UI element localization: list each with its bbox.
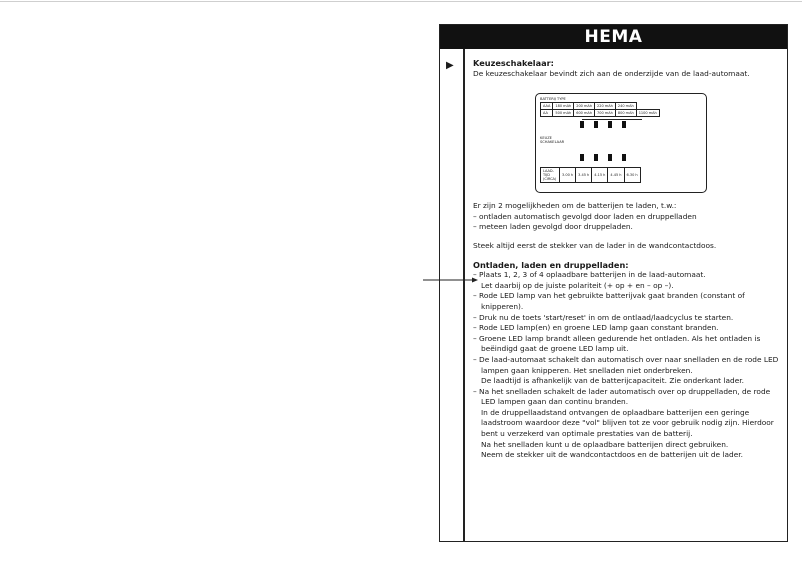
time-table — [540, 167, 641, 183]
instruction-line: In de druppellaadstand ontvangen de oplaadbare batterijen een geringe laadstroom waardoor deze "vol" blijven tot ze voor gebruik nodig zijn. Hierdoor bent u verzekerd van optimale prestaties van de batterij. — [481, 407, 774, 439]
plug-note: Steek altijd eerst de stekker van de lader in de wandcontactdoos. — [473, 240, 717, 250]
instruction-line: Na het snelladen kunt u de oplaadbare batterijen direct gebruiken. — [481, 439, 729, 449]
time-cell: 6.30 h — [624, 168, 640, 183]
time-cell: 4.45 h — [608, 168, 624, 183]
switch-label: KEUZE SCHAKELAAR — [540, 136, 565, 145]
play-triangle-icon: ▶ — [446, 60, 454, 71]
instruction-line: – Na het snelladen schakelt de lader automatisch over op druppelladen, de rode LED lampen gaan dan continu branden. — [473, 386, 771, 407]
section-body-keuzeschakelaar: De keuzeschakelaar bevindt zich aan de onderzijde van de laad-automaat. — [473, 68, 750, 78]
switch-mark — [580, 121, 584, 128]
instruction-line: Let daarbij op de juiste polariteit (+ op + en – op –). — [481, 280, 674, 290]
switch-mark — [608, 154, 612, 161]
switch-mark — [594, 154, 598, 161]
instruction-line: – Rode LED lamp van het gebruikte batterijvak gaat branden (constant of knipperen). — [473, 291, 745, 311]
instruction-line: Neem de stekker uit de wandcontactdoos en de batterijen uit de lader. — [481, 450, 743, 460]
battery-type-label: BATTERIJ TYPE — [540, 97, 566, 102]
instruction-line: – Groene LED lamp brandt alleen gedurende het ontladen. Als het ontladen is beëindigd gaat de groene LED lamp uit. — [473, 333, 761, 354]
aa-cap: 500 mAh — [553, 110, 574, 117]
aaa-cap: 180 mAh — [553, 103, 574, 110]
section-title-keuzeschakelaar: Keuzeschakelaar: — [473, 58, 554, 68]
time-cell: 3.45 h — [576, 168, 592, 183]
switch-mark — [622, 154, 626, 161]
connector-line — [582, 119, 642, 120]
section-body-ontladen — [473, 270, 783, 461]
content — [473, 58, 783, 461]
time-label: LAAD-TIJD (CIRCA) — [541, 168, 560, 183]
option-item: – ontladen automatisch gevolgd door laden en druppelladen — [473, 211, 697, 221]
aa-label: AA — [541, 110, 553, 117]
aaa-cap: 200 mAh — [574, 103, 595, 110]
aaa-cap: 240 mAh — [615, 103, 636, 110]
aa-cap: 800 mAh — [615, 110, 636, 117]
time-cell: 4.15 h — [592, 168, 608, 183]
option-item: – meteen laden gevolgd door druppeladen. — [473, 222, 633, 232]
switch-mark — [622, 121, 626, 128]
instruction-panel — [439, 24, 788, 542]
instruction-line: – De laad-automaat schakelt dan automatisch over naar snelladen en de rode LED lampen gaan knipperen. Het snelladen niet onderbreken. — [473, 354, 779, 375]
aaa-cap: 220 mAh — [595, 103, 616, 110]
top-rule — [0, 1, 802, 2]
aa-cap: 600 mAh — [574, 110, 595, 117]
capacity-table — [540, 102, 660, 117]
instruction-line: – Druk nu de toets 'start/reset' in om de ontlaad/laadcyclus te starten. — [473, 312, 734, 322]
brand-header: HEMA — [440, 25, 787, 49]
aa-cap: 700 mAh — [595, 110, 616, 117]
switch-mark — [608, 121, 612, 128]
time-cell: 3.00 h — [560, 168, 576, 183]
margin-rule — [463, 49, 465, 541]
switch-mark — [594, 121, 598, 128]
switch-diagram — [535, 93, 707, 193]
aa-cap: 1100 mAh — [636, 110, 659, 117]
switch-mark — [580, 154, 584, 161]
section-intro: Er zijn 2 mogelijkheden om de batterijen te laden, t.w.: — [473, 201, 677, 211]
instruction-line: – Rode LED lamp(en) en groene LED lamp gaan constant branden. — [473, 323, 719, 333]
section-title-ontladen: Ontladen, laden en druppelladen: — [473, 259, 629, 270]
aaa-label: AAA — [541, 103, 553, 110]
instruction-line: De laadtijd is afhankelijk van de batterijcapaciteit. Zie onderkant lader. — [481, 376, 744, 386]
instruction-line: – Plaats 1, 2, 3 of 4 oplaadbare batterijen in de laad-automaat. — [473, 270, 706, 280]
